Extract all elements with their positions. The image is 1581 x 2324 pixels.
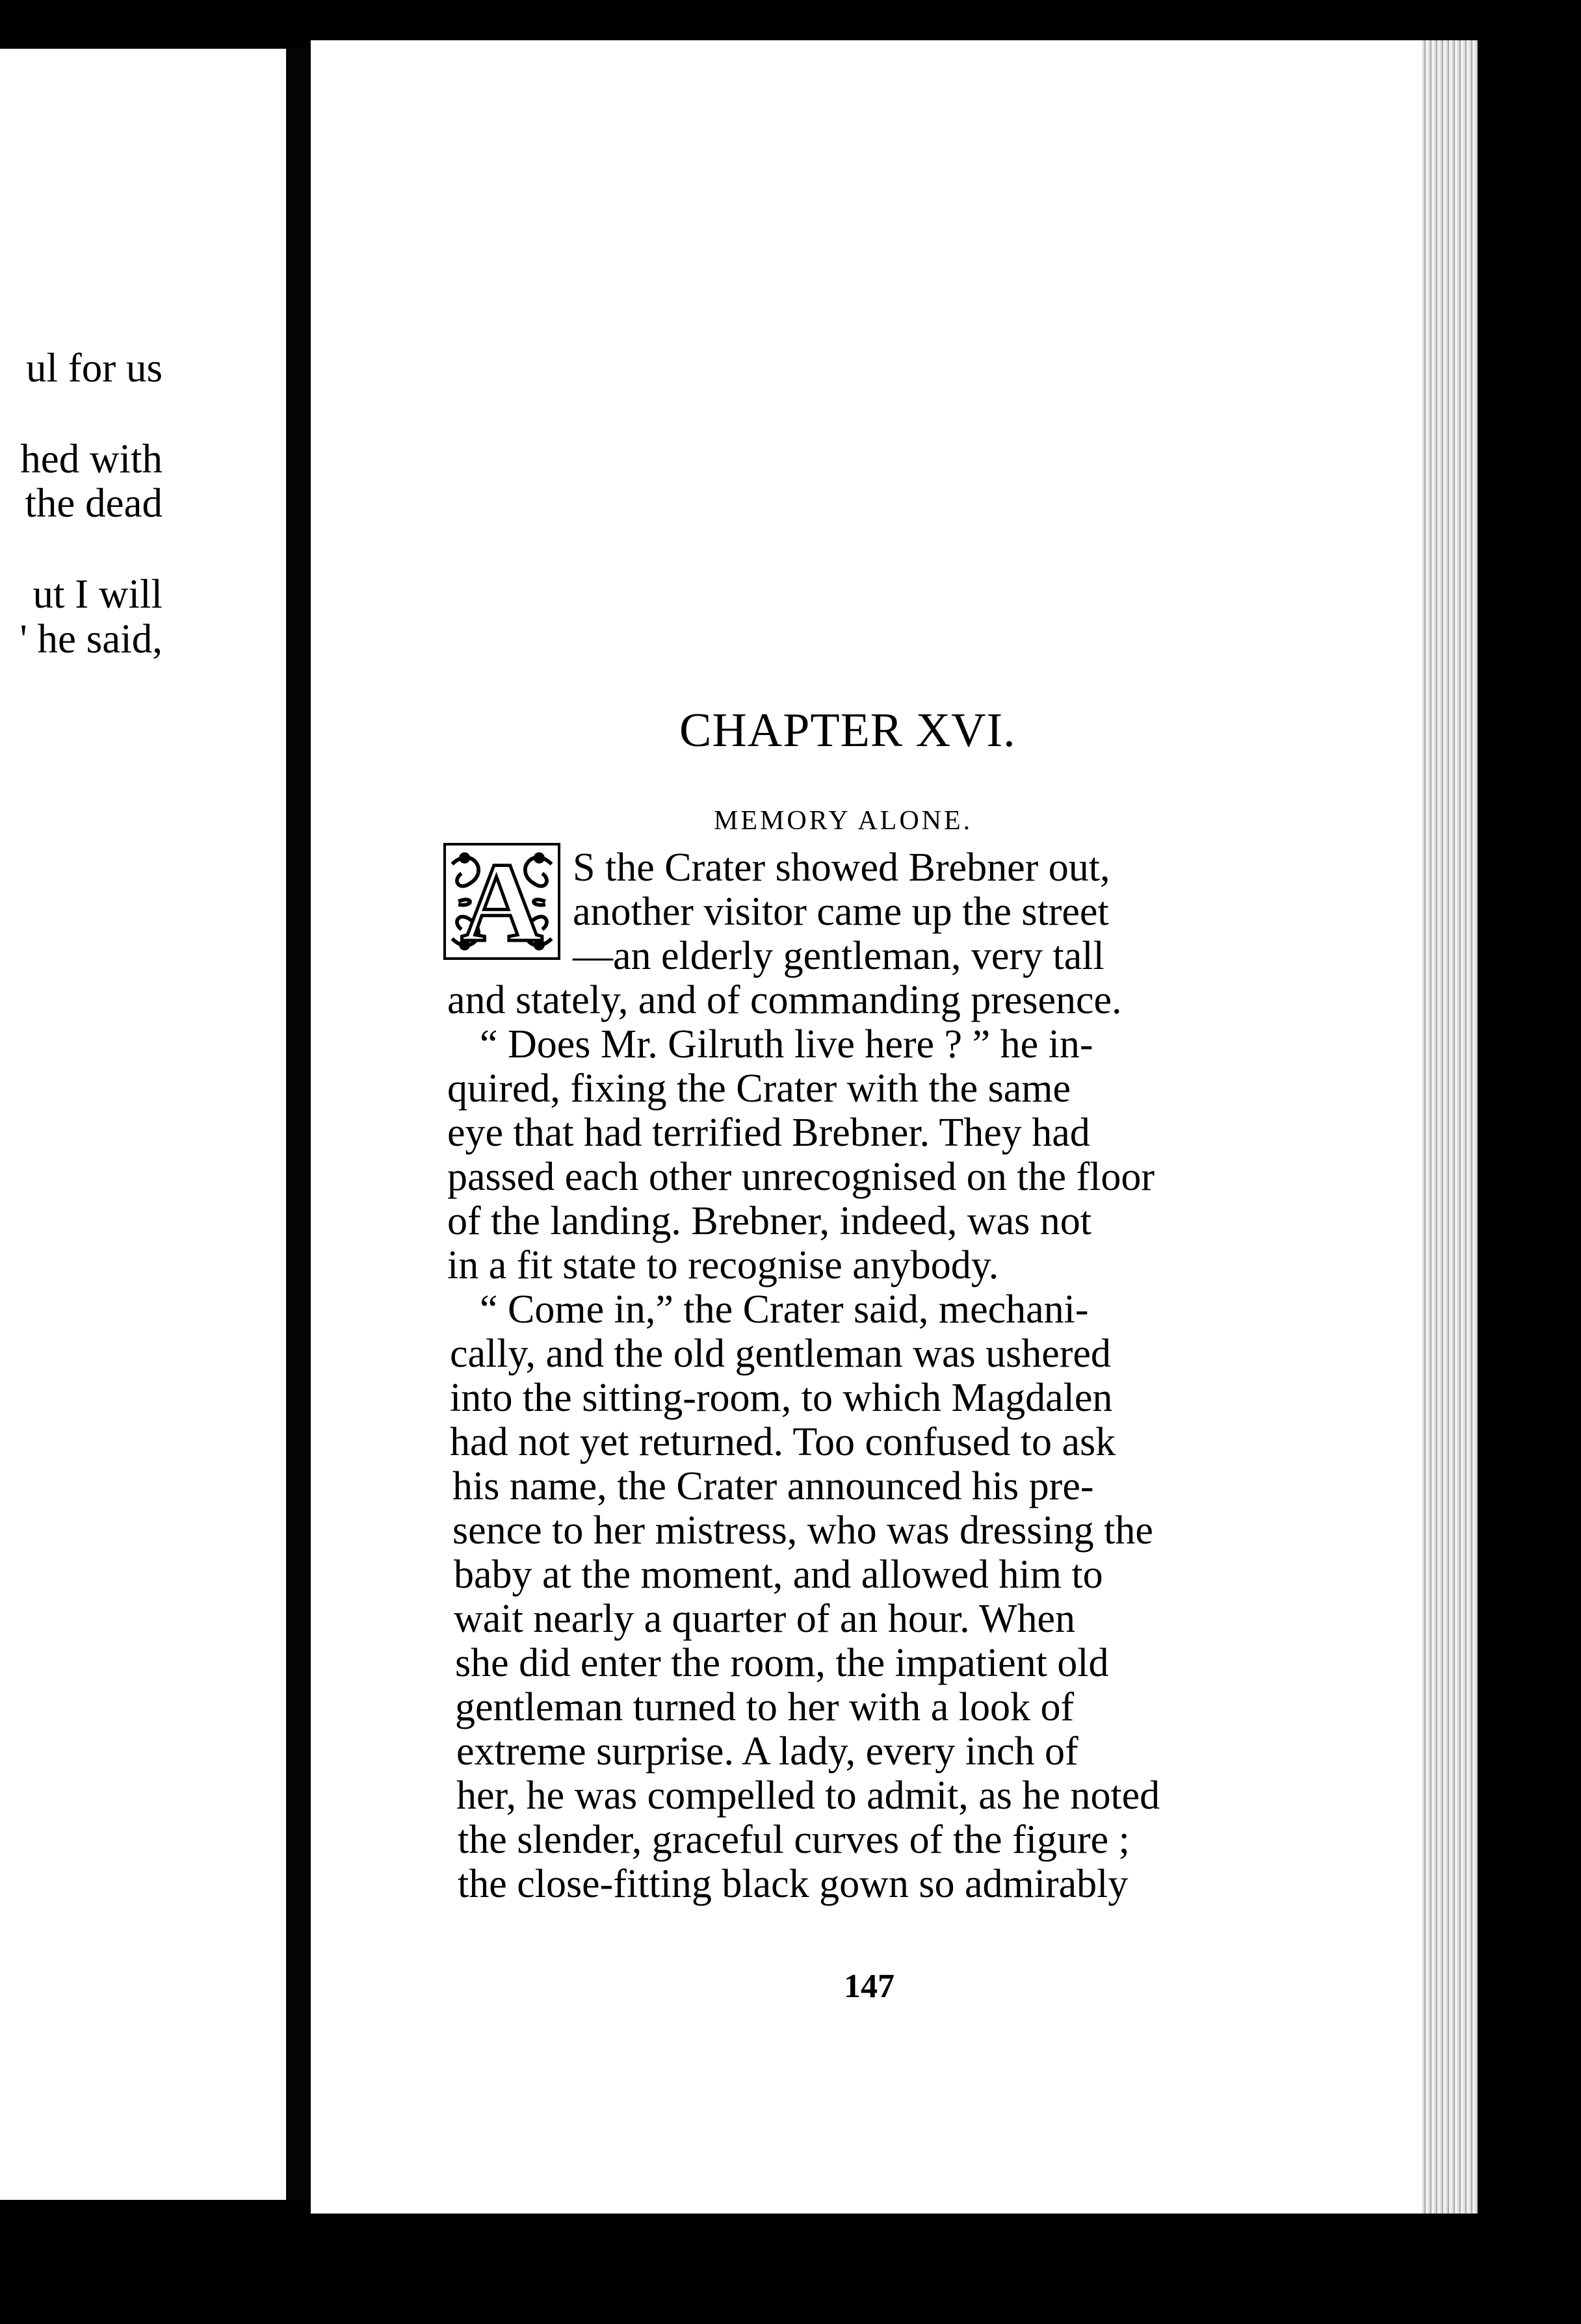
text-line: “ Does Mr. Gilruth live here ? ” he in- xyxy=(480,1022,1093,1066)
text-line: his name, the Crater announced his pre- xyxy=(452,1464,1094,1508)
text-line: extreme surprise. A lady, every inch of xyxy=(456,1729,1078,1774)
text-line: baby at the moment, and allowed him to xyxy=(454,1553,1103,1597)
drop-cap-letter: A xyxy=(460,839,543,965)
text-line: eye that had terrified Brebner. They had xyxy=(447,1111,1090,1155)
text-line: and stately, and of commanding presence. xyxy=(447,978,1122,1022)
text-line: the close-fitting black gown so admirably xyxy=(458,1862,1129,1906)
text-line: quired, fixing the Crater with the same xyxy=(447,1066,1071,1111)
text-line: —an elderly gentleman, very tall xyxy=(573,934,1104,978)
text-line: another visitor came up the street xyxy=(573,890,1109,934)
text-line: of the landing. Brebner, indeed, was not xyxy=(447,1199,1091,1243)
text-line: in a fit state to recognise anybody. xyxy=(447,1243,999,1287)
left-page-line: ut I will xyxy=(33,571,163,617)
chapter-title: CHAPTER XVI. xyxy=(679,704,1016,757)
text-line: wait nearly a quarter of an hour. When xyxy=(454,1597,1076,1641)
text-line: passed each other unrecognised on the floor xyxy=(447,1155,1155,1199)
drop-cap-ornament xyxy=(443,839,560,965)
left-page-line: ul for us xyxy=(26,345,163,391)
page-edges xyxy=(1422,40,1478,2214)
right-page xyxy=(311,40,1478,2214)
left-page-line: hed with xyxy=(20,436,163,482)
chapter-subtitle: MEMORY ALONE. xyxy=(714,806,973,836)
text-line: had not yet returned. Too confused to ask xyxy=(450,1420,1116,1464)
text-line: gentleman turned to her with a look of xyxy=(455,1685,1075,1729)
left-page-line: the dead xyxy=(25,480,163,526)
text-line: the slender, graceful curves of the figure ; xyxy=(458,1818,1130,1862)
text-line: sence to her mistress, who was dressing the xyxy=(452,1508,1153,1553)
text-line: S the Crater showed Brebner out, xyxy=(573,846,1110,890)
text-line: cally, and the old gentleman was ushered xyxy=(450,1332,1111,1376)
text-line: into the sitting-room, to which Magdalen xyxy=(450,1376,1113,1420)
text-line: her, he was compelled to admit, as he noted xyxy=(456,1774,1160,1818)
left-page-line: ' he said, xyxy=(20,616,163,662)
text-line: “ Come in,” the Crater said, mechani- xyxy=(480,1287,1089,1332)
page-number: 147 xyxy=(844,1968,895,2005)
left-page xyxy=(0,49,286,2200)
text-line: she did enter the room, the impatient old xyxy=(455,1641,1109,1685)
